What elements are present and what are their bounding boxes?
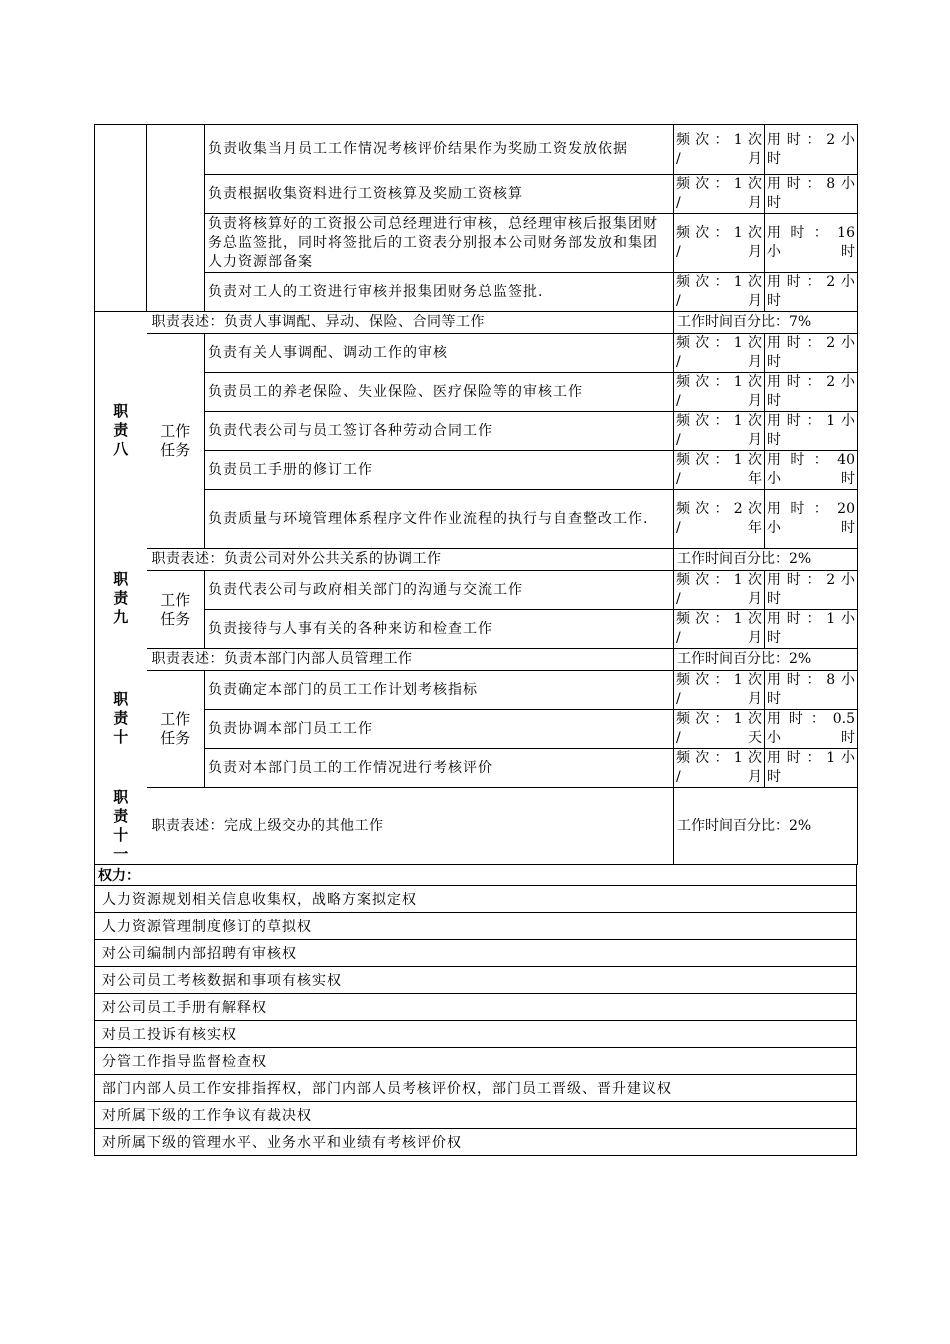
task-description: 负责确定本部门的员工工作计划考核指标 <box>205 671 674 710</box>
duty-summary-row <box>95 649 858 671</box>
cell-line: /月 <box>676 244 762 260</box>
task-label <box>147 571 205 649</box>
duty-name-char: 责 <box>113 420 129 439</box>
task-label <box>147 671 205 788</box>
task-frequency <box>674 671 765 710</box>
cell-line: 用 时 ： 40 <box>767 452 855 468</box>
duty-summary-row <box>95 788 858 865</box>
duty-name-char: 职 <box>113 787 129 806</box>
duty-name <box>95 549 147 649</box>
task-label-cell <box>147 125 205 312</box>
duty-summary-row <box>95 549 858 571</box>
task-description: 负责收集当月员工工作情况考核评价结果作为奖励工资发放依据 <box>205 125 674 175</box>
cell-line: 频次：1次 <box>676 176 762 192</box>
duty-summary: 职责表述：负责人事调配、异动、保险、合同等工作 <box>147 312 674 334</box>
duty-time-percentage: 工作时间百分比：2% <box>674 788 858 865</box>
task-duration <box>765 749 858 788</box>
table-row <box>95 571 858 610</box>
task-duration <box>765 490 858 549</box>
task-duration <box>765 671 858 710</box>
task-description: 负责代表公司与员工签订各种劳动合同工作 <box>205 412 674 451</box>
cell-line: 频次：1次 <box>676 335 762 351</box>
cell-line: /月 <box>676 630 762 646</box>
task-frequency <box>674 610 765 649</box>
duty-time-percentage: 工作时间百分比：2% <box>674 549 858 571</box>
duty-name <box>95 312 147 549</box>
cell-line: /年 <box>676 471 762 487</box>
power-item: 对公司编制内部招聘有审核权 <box>95 940 857 967</box>
task-duration <box>765 334 858 373</box>
duty-name-char: 职 <box>113 570 129 588</box>
cell-line: 时 <box>767 691 781 707</box>
cell-line: 用时：2小 <box>767 335 855 351</box>
cell-line: 频次：1次 <box>676 413 762 429</box>
cell-line: 用时：2小 <box>767 374 855 390</box>
cell-line: /月 <box>676 150 762 167</box>
table-row <box>95 214 858 273</box>
task-label-line: 工作 <box>160 710 191 728</box>
cell-line: 用时：0.5 <box>767 711 855 727</box>
cell-line: /天 <box>676 730 762 746</box>
task-frequency <box>674 334 765 373</box>
duty-name <box>95 788 147 865</box>
task-label-line: 任务 <box>160 441 191 459</box>
cell-line: 频次：1次 <box>676 131 762 148</box>
cell-line: 时 <box>767 591 781 607</box>
task-frequency <box>674 710 765 749</box>
task-description: 负责根据收集资料进行工资核算及奖励工资核算 <box>205 175 674 214</box>
cell-line: 小时 <box>767 730 855 746</box>
table-row <box>95 373 858 412</box>
cell-line: 频次：1次 <box>676 572 762 588</box>
duties-table <box>94 124 858 865</box>
power-row <box>95 940 857 967</box>
task-description: 负责将核算好的工资报公司总经理进行审核，总经理审核后报集团财务总监签批，同时将签批后的工资表分别报本公司财务部发放和集团人力资源部备案 <box>205 214 674 273</box>
table-row <box>95 125 858 175</box>
task-label-line: 任务 <box>160 609 191 628</box>
task-frequency <box>674 125 765 175</box>
power-row <box>95 994 857 1021</box>
task-label-line: 任务 <box>160 729 191 747</box>
table-row <box>95 710 858 749</box>
cell-line: 小时 <box>767 471 855 487</box>
duty-summary: 职责表述：负责公司对外公共关系的协调工作 <box>147 549 674 571</box>
cell-line: 用时：2小 <box>767 131 855 148</box>
task-frequency <box>674 571 765 610</box>
cell-line: /月 <box>676 769 762 785</box>
cell-line: 时 <box>767 150 781 167</box>
task-duration <box>765 412 858 451</box>
cell-line: 频次：1次 <box>676 452 762 468</box>
cell-line: 频次：1次 <box>676 274 762 290</box>
cell-line: /年 <box>676 520 762 536</box>
power-item: 分管工作指导监督检查权 <box>95 1048 857 1075</box>
task-description: 负责员工的养老保险、失业保险、医疗保险等的审核工作 <box>205 373 674 412</box>
power-row <box>95 886 857 913</box>
cell-line: 用时：8小 <box>767 672 855 688</box>
duty-name-char: 责 <box>113 806 129 825</box>
duty-name-char: 八 <box>113 439 129 458</box>
power-item: 对所属下级的工作争议有裁决权 <box>95 1102 857 1129</box>
cell-line: 用时：2小 <box>767 274 855 290</box>
table-row <box>95 334 858 373</box>
cell-line: 时 <box>767 769 781 785</box>
duty-name-char: 职 <box>113 401 129 420</box>
task-description: 负责有关人事调配、调动工作的审核 <box>205 334 674 373</box>
power-row <box>95 967 857 994</box>
task-frequency <box>674 451 765 490</box>
cell-line: 用时：1小 <box>767 611 855 627</box>
cell-line: 频次：1次 <box>676 374 762 390</box>
cell-line: 频次：1次 <box>676 672 762 688</box>
cell-line: 时 <box>767 293 781 309</box>
power-row <box>95 1021 857 1048</box>
task-duration <box>765 451 858 490</box>
task-description: 负责对本部门员工的工作情况进行考核评价 <box>205 749 674 788</box>
cell-line: 用时：1小 <box>767 750 855 766</box>
task-duration <box>765 571 858 610</box>
task-frequency <box>674 749 765 788</box>
task-frequency <box>674 490 765 549</box>
task-label-line: 工作 <box>160 422 191 440</box>
cell-line: 用时：1小 <box>767 413 855 429</box>
table-row <box>95 671 858 710</box>
table-row <box>95 451 858 490</box>
task-description: 负责对工人的工资进行审核并报集团财务总监签批. <box>205 273 674 312</box>
cell-line: 用时：8小 <box>767 176 855 192</box>
job-description-document <box>94 124 857 1156</box>
power-item: 部门内部人员工作安排指挥权，部门内部人员考核评价权，部门员工晋级、晋升建议权 <box>95 1075 857 1102</box>
cell-line: 用 时 ： 16 <box>767 225 855 241</box>
duty-name-char: 责 <box>113 708 129 727</box>
cell-line: 时 <box>767 432 781 448</box>
power-item: 对公司员工手册有解释权 <box>95 994 857 1021</box>
cell-line: 频次：1次 <box>676 225 762 241</box>
task-duration <box>765 214 858 273</box>
duty-name-char: 九 <box>113 608 129 626</box>
task-duration <box>765 373 858 412</box>
duty-name-cell <box>95 125 147 312</box>
duty-name-char: 责 <box>113 589 129 607</box>
task-frequency <box>674 412 765 451</box>
cell-line: 频次：2次 <box>676 501 762 517</box>
cell-line: 频次：1次 <box>676 750 762 766</box>
task-label-line: 工作 <box>160 590 191 609</box>
cell-line: 小时 <box>767 244 855 260</box>
table-row <box>95 273 858 312</box>
task-description: 负责质量与环境管理体系程序文件作业流程的执行与自查整改工作. <box>205 490 674 549</box>
cell-line: 时 <box>767 195 781 211</box>
task-duration <box>765 125 858 175</box>
task-description: 负责接待与人事有关的各种来访和检查工作 <box>205 610 674 649</box>
table-row <box>95 610 858 649</box>
power-item: 人力资源管理制度修订的草拟权 <box>95 913 857 940</box>
table-row <box>95 749 858 788</box>
cell-line: /月 <box>676 354 762 370</box>
table-row <box>95 490 858 549</box>
duty-summary: 职责表述：完成上级交办的其他工作 <box>147 788 674 865</box>
power-row <box>95 1129 857 1156</box>
cell-line: /月 <box>676 195 762 211</box>
task-description: 负责代表公司与政府相关部门的沟通与交流工作 <box>205 571 674 610</box>
duty-name-char: 一 <box>113 844 129 863</box>
task-description: 负责协调本部门员工工作 <box>205 710 674 749</box>
cell-line: 时 <box>767 630 781 646</box>
task-frequency <box>674 373 765 412</box>
task-duration <box>765 175 858 214</box>
cell-line: 频次：1次 <box>676 611 762 627</box>
table-row <box>95 412 858 451</box>
power-item: 对公司员工考核数据和事项有核实权 <box>95 967 857 994</box>
cell-line: 用 时 ： 20 <box>767 501 855 517</box>
task-duration <box>765 273 858 312</box>
duty-time-percentage: 工作时间百分比：7% <box>674 312 858 334</box>
task-frequency <box>674 273 765 312</box>
duty-time-percentage: 工作时间百分比：2% <box>674 649 858 671</box>
task-frequency <box>674 175 765 214</box>
table-row <box>95 175 858 214</box>
task-duration <box>765 710 858 749</box>
cell-line: 时 <box>767 393 781 409</box>
task-description: 负责员工手册的修订工作 <box>205 451 674 490</box>
cell-line: 小时 <box>767 520 855 536</box>
duty-name-char: 十 <box>113 825 129 844</box>
cell-line: /月 <box>676 293 762 309</box>
duty-summary: 职责表述：负责本部门内部人员管理工作 <box>147 649 674 671</box>
power-row <box>95 1102 857 1129</box>
power-item: 对所属下级的管理水平、业务水平和业绩有考核评价权 <box>95 1129 857 1156</box>
power-item: 人力资源规划相关信息收集权，战略方案拟定权 <box>95 886 857 913</box>
cell-line: /月 <box>676 432 762 448</box>
power-row <box>95 1075 857 1102</box>
task-frequency <box>674 214 765 273</box>
power-row <box>95 913 857 940</box>
power-row <box>95 1048 857 1075</box>
task-label <box>147 334 205 549</box>
task-duration <box>765 610 858 649</box>
cell-line: /月 <box>676 591 762 607</box>
duty-summary-row <box>95 312 858 334</box>
duty-name-char: 职 <box>113 689 129 708</box>
duty-name <box>95 649 147 788</box>
power-item: 对员工投诉有核实权 <box>95 1021 857 1048</box>
cell-line: /月 <box>676 393 762 409</box>
cell-line: 用时：2小 <box>767 572 855 588</box>
cell-line: /月 <box>676 691 762 707</box>
cell-line: 时 <box>767 354 781 370</box>
powers-heading: 权力： <box>95 865 857 886</box>
powers-table <box>94 864 857 1156</box>
cell-line: 频次：1次 <box>676 711 762 727</box>
duty-name-char: 十 <box>113 727 129 746</box>
